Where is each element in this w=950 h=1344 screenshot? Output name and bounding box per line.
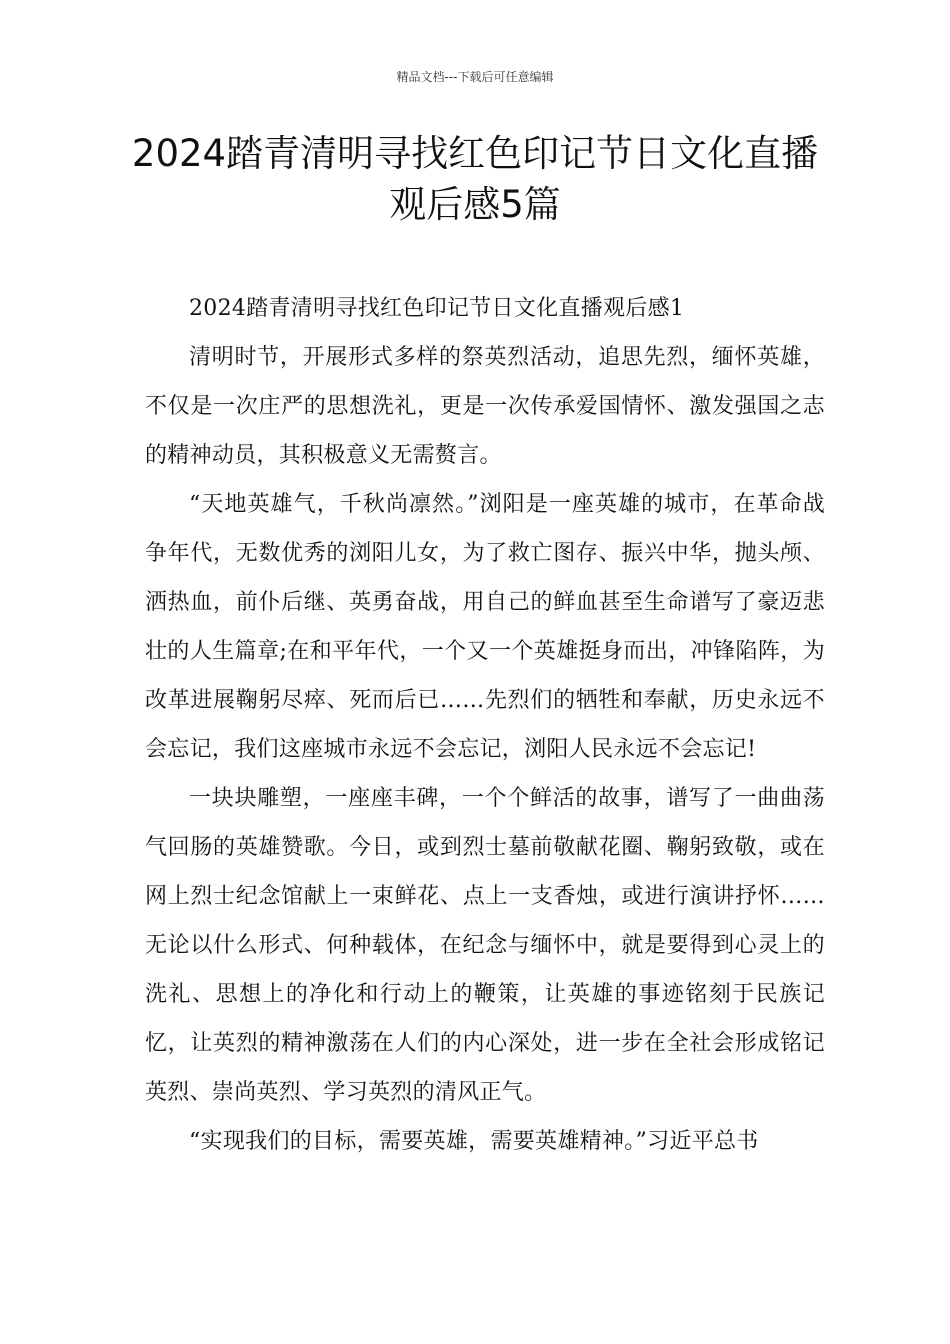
document-body — [145, 284, 825, 1166]
section-heading: 2024踏青清明寻找红色印记节日文化直播观后感1 — [189, 296, 685, 321]
document-title: 2024踏青清明寻找红色印记节日文化直播观后感5篇 — [131, 132, 819, 226]
header-note: 精品文档---下载后可任意编辑 — [396, 70, 554, 84]
paragraph-3: 一块块雕塑，一座座丰碑，一个个鲜活的故事，谱写了一曲曲荡气回肠的英雄赞歌。今日，或到烈士墓前敬献花圈、鞠躬致敬，或在网上烈士纪念馆献上一束鲜花、点上一支香烛，或进行演讲抒怀……无论以什么形式、何种载体，在纪念与缅怀中，就是要得到心灵上的洗礼、思想上的净化和行动上的鞭策，让英雄的事迹铭刻于民族记忆，让英烈的精神激荡在人们的内心深处，进一步在全社会形成铭记英烈、崇尚英烈、学习英烈的清风正气。 — [145, 786, 825, 1105]
paragraph-2: “天地英雄气，千秋尚凛然。”浏阳是一座英雄的城市，在革命战争年代，无数优秀的浏阳儿女，为了救亡图存、振兴中华，抛头颅、洒热血，前仆后继、英勇奋战，用自己的鲜血甚至生命谱写了豪迈悲壮的人生篇章;在和平年代，一个又一个英雄挺身而出，冲锋陷阵，为改革进展鞠躬尽瘁、死而后已……先烈们的牺牲和奉献，历史永远不会忘记，我们这座城市永远不会忘记，浏阳人民永远不会忘记! — [145, 492, 825, 762]
paragraph-1: 清明时节，开展形式多样的祭英烈活动，追思先烈，缅怀英雄，不仅是一次庄严的思想洗礼，更是一次传承爱国情怀、激发强国之志的精神动员，其积极意义无需赘言。 — [145, 345, 825, 468]
paragraph-4: “实现我们的目标，需要英雄，需要英雄精神。”习近平总书 — [189, 1129, 759, 1154]
